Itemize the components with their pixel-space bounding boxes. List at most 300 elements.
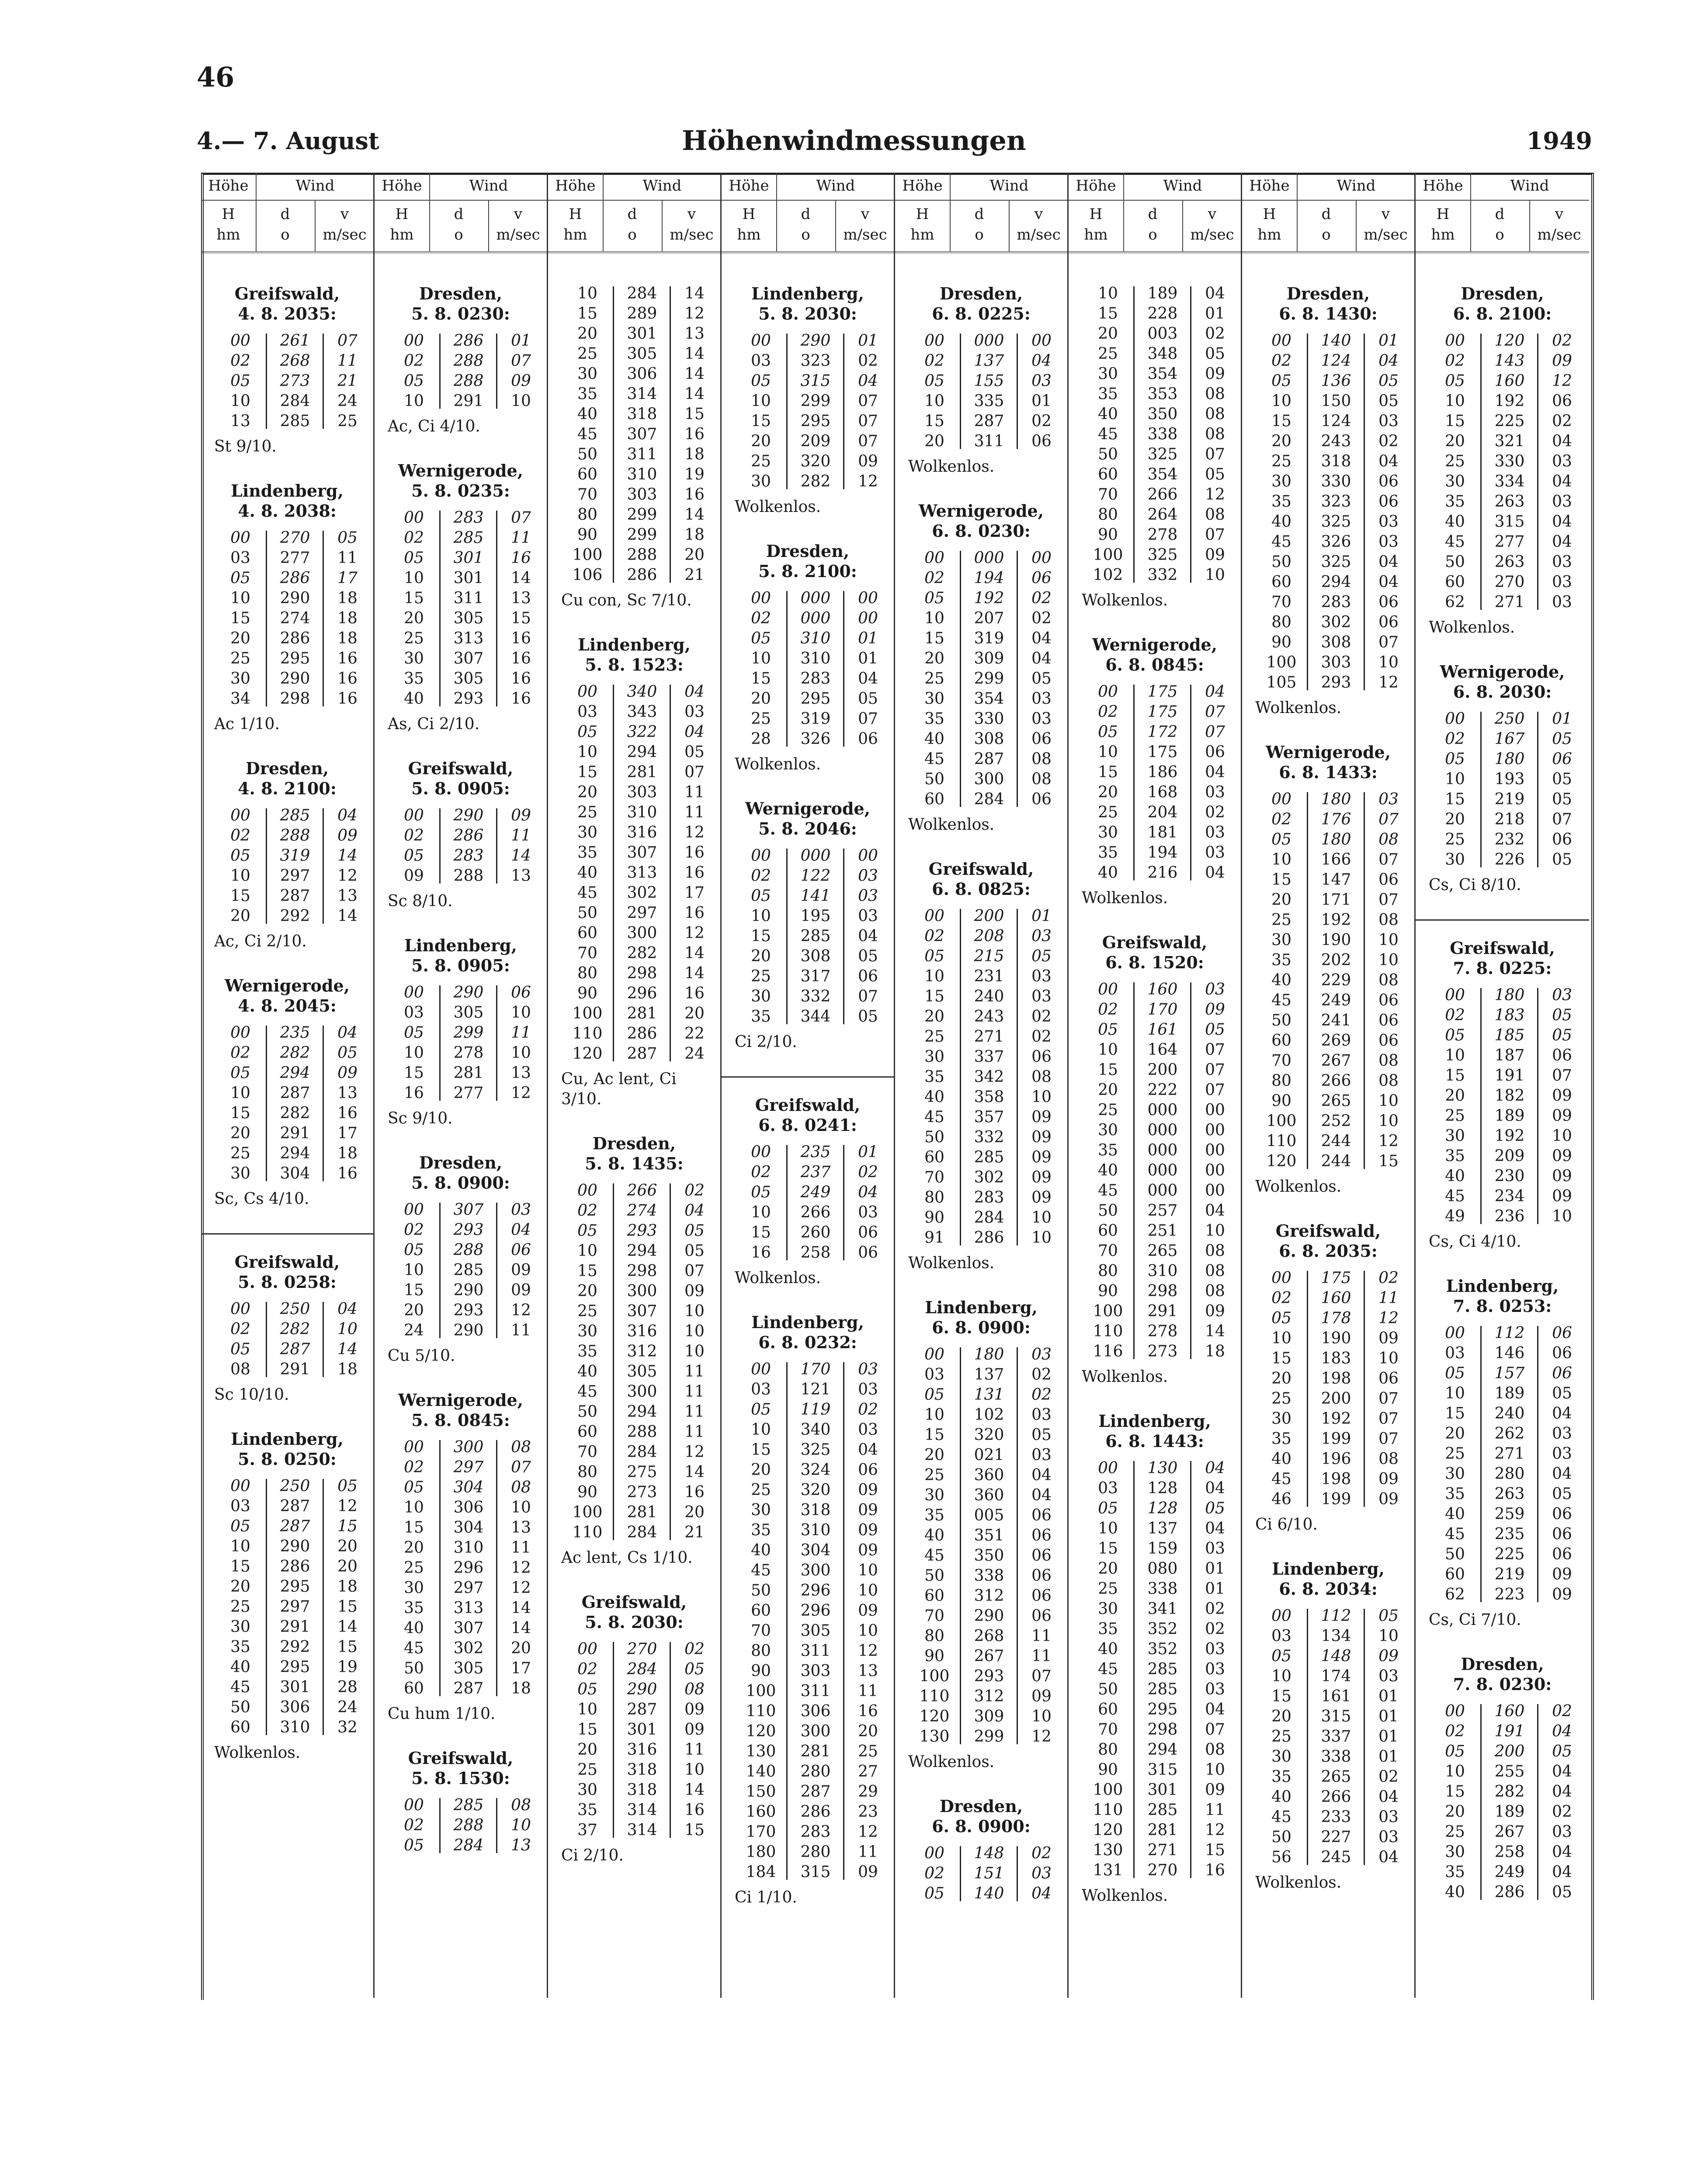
station-name: Greifswald, <box>1102 932 1208 952</box>
station-block <box>1246 284 1410 718</box>
speed-value: 04 <box>684 683 705 701</box>
table-row <box>379 548 542 568</box>
station-datetime: 7. 8. 0225: <box>1453 958 1552 978</box>
direction-value: 000 <box>1147 1182 1178 1200</box>
height-value: 30 <box>924 1486 944 1504</box>
measurement-rows <box>1420 985 1585 1227</box>
direction-value: 257 <box>1147 1202 1178 1220</box>
header-hoehe: Höhe <box>555 177 596 195</box>
speed-value: 06 <box>1031 432 1052 450</box>
table-row <box>1246 950 1410 970</box>
table-row <box>1073 1539 1236 1559</box>
direction-value: 303 <box>800 1662 831 1680</box>
table-row <box>1246 1011 1410 1031</box>
measurement-rows <box>379 1437 542 1699</box>
speed-value: 16 <box>511 670 531 688</box>
speed-value: 00 <box>858 609 878 627</box>
height-value: 45 <box>1098 1182 1118 1200</box>
speed-value: 08 <box>511 1438 531 1456</box>
speed-value: 04 <box>1031 352 1052 370</box>
table-row <box>1073 980 1236 1000</box>
header-row <box>1069 173 1241 201</box>
speed-value: 06 <box>1378 593 1399 611</box>
height-value: 15 <box>924 630 944 647</box>
speed-value: 13 <box>511 1064 531 1082</box>
table-row <box>552 1720 716 1740</box>
station-datetime: 6. 8. 1520: <box>1105 953 1204 972</box>
table-row <box>1073 1820 1236 1840</box>
direction-value: 266 <box>1321 1788 1351 1806</box>
direction-value: 285 <box>1147 1660 1178 1678</box>
speed-value: 14 <box>684 345 705 363</box>
table-row <box>1420 1364 1585 1384</box>
direction-value: 307 <box>453 1619 484 1637</box>
speed-value: 04 <box>1205 1479 1225 1497</box>
speed-value: 10 <box>1205 1761 1225 1779</box>
speed-value: 10 <box>1031 1229 1052 1247</box>
table-row <box>1073 1700 1236 1720</box>
speed-value: 09 <box>1031 1169 1052 1186</box>
height-value: 35 <box>404 1599 424 1617</box>
table-row <box>899 1707 1063 1727</box>
height-value: 40 <box>1445 1505 1465 1523</box>
speed-value: 05 <box>1552 1384 1572 1402</box>
direction-value: 308 <box>974 730 1004 748</box>
height-value: 25 <box>1271 1390 1291 1408</box>
height-value: 30 <box>230 670 250 688</box>
table-row <box>552 843 716 863</box>
speed-value: 14 <box>684 1463 705 1481</box>
sky-note: Ac, Ci 2/10. <box>214 932 307 950</box>
height-value: 00 <box>751 1360 771 1378</box>
station-datetime: 4. 8. 2038: <box>238 501 337 521</box>
direction-value: 198 <box>1321 1370 1351 1388</box>
speed-value: 15 <box>337 1517 358 1535</box>
table-row <box>379 1301 542 1321</box>
height-value: 30 <box>1098 1121 1118 1139</box>
header-d: d <box>801 205 811 223</box>
header-unit: m/sec <box>1364 226 1408 243</box>
speed-value: 10 <box>858 1622 878 1640</box>
speed-value: 17 <box>337 1124 358 1142</box>
height-value: 05 <box>751 372 771 390</box>
row-divider <box>266 1479 267 1735</box>
table-row <box>379 846 542 866</box>
table-row <box>899 548 1063 568</box>
table-row <box>1073 1060 1236 1080</box>
speed-value: 03 <box>1378 533 1399 551</box>
direction-value: 170 <box>1147 1001 1178 1019</box>
column-header <box>895 173 1067 253</box>
header-hoehe: Höhe <box>382 177 422 195</box>
direction-value: 287 <box>280 1497 310 1515</box>
height-value: 40 <box>1098 1162 1118 1179</box>
direction-value: 294 <box>280 1144 310 1162</box>
height-value: 25 <box>577 345 597 363</box>
table-row <box>899 1687 1063 1707</box>
row-divider <box>670 1642 671 1838</box>
station-name: Dresden, <box>939 284 1023 303</box>
height-value: 05 <box>924 589 944 607</box>
speed-value: 07 <box>1205 1061 1225 1079</box>
direction-value: 240 <box>1494 1405 1525 1423</box>
table-row <box>1246 1091 1410 1111</box>
table-row <box>726 1621 889 1641</box>
speed-value: 05 <box>858 690 878 708</box>
table-row <box>1246 970 1410 991</box>
table-row <box>552 1503 716 1523</box>
table-row <box>1420 472 1585 492</box>
speed-value: 08 <box>1205 425 1225 443</box>
station-datetime: 6. 8. 2030: <box>1453 682 1552 702</box>
height-value: 02 <box>404 1458 424 1476</box>
row-divider <box>439 985 441 1101</box>
direction-value: 332 <box>800 988 831 1005</box>
speed-value: 04 <box>858 670 878 688</box>
speed-value: 05 <box>1552 790 1572 808</box>
measurement-rows <box>552 1639 716 1840</box>
station-block <box>205 1429 369 1763</box>
direction-value: 287 <box>453 1680 484 1697</box>
direction-value: 199 <box>1321 1430 1351 1448</box>
station-datetime: 5. 8. 2046: <box>758 819 857 838</box>
station-name: Greifswald, <box>581 1592 687 1612</box>
direction-value: 316 <box>627 1741 657 1759</box>
station-block <box>1073 635 1236 908</box>
height-value: 50 <box>577 1403 597 1421</box>
height-value: 15 <box>1445 1405 1465 1423</box>
table-row <box>379 806 542 826</box>
column-header <box>375 173 547 253</box>
speed-value: 21 <box>684 1524 705 1541</box>
speed-value: 11 <box>337 549 358 567</box>
speed-value: 05 <box>684 1660 705 1678</box>
height-value: 02 <box>1098 703 1118 721</box>
height-value: 02 <box>1098 1001 1118 1019</box>
height-value: 15 <box>230 609 250 627</box>
header-row <box>1242 173 1414 201</box>
height-value: 15 <box>1445 412 1465 430</box>
height-value: 25 <box>751 967 771 985</box>
table-row <box>552 1523 716 1543</box>
direction-value: 274 <box>627 1202 657 1220</box>
height-value: 40 <box>1098 864 1118 882</box>
table-row <box>726 431 889 452</box>
speed-value: 01 <box>1552 710 1572 728</box>
height-value: 110 <box>1093 1801 1123 1819</box>
speed-value: 05 <box>684 1242 705 1260</box>
height-value: 05 <box>751 1401 771 1419</box>
height-value: 35 <box>577 844 597 862</box>
table-row <box>379 1043 542 1063</box>
speed-value: 10 <box>1031 1088 1052 1106</box>
table-row <box>726 1243 889 1263</box>
table-row <box>1420 1464 1585 1484</box>
direction-value: 301 <box>627 325 657 343</box>
station-name: Greifswald, <box>755 1095 861 1115</box>
speed-value: 20 <box>337 1558 358 1576</box>
height-value: 05 <box>230 847 250 865</box>
table-row <box>1420 985 1585 1005</box>
table-row <box>1420 1565 1585 1585</box>
height-value: 40 <box>1271 971 1291 989</box>
table-row <box>1420 709 1585 729</box>
header-unit: m/sec <box>1190 226 1234 243</box>
speed-value: 03 <box>858 887 878 905</box>
direction-value: 297 <box>627 904 657 922</box>
speed-value: 04 <box>1552 513 1572 531</box>
sky-note: Wolkenlos. <box>1082 1887 1168 1905</box>
table-row <box>726 1802 889 1822</box>
row-divider <box>786 334 788 489</box>
table-row <box>1420 1106 1585 1126</box>
direction-value: 175 <box>1321 1269 1351 1287</box>
direction-value: 290 <box>453 1281 484 1299</box>
speed-value: 09 <box>511 807 531 824</box>
header-d: d <box>1148 205 1158 223</box>
station-datetime: 6. 8. 1443: <box>1105 1431 1204 1451</box>
direction-value: 286 <box>800 1803 831 1821</box>
speed-value: 09 <box>1205 365 1225 383</box>
table-row <box>1073 1040 1236 1060</box>
height-value: 40 <box>924 1527 944 1544</box>
direction-value: 352 <box>1147 1620 1178 1638</box>
height-value: 02 <box>230 1044 250 1062</box>
table-row <box>1073 485 1236 505</box>
speed-value: 05 <box>1031 947 1052 965</box>
table-row <box>1420 532 1585 552</box>
direction-value: 216 <box>1147 864 1178 882</box>
direction-value: 286 <box>974 1229 1004 1247</box>
height-value: 70 <box>751 1622 771 1640</box>
height-value: 35 <box>1098 1141 1118 1159</box>
direction-value: 122 <box>800 867 831 885</box>
table-row <box>899 790 1063 810</box>
header-v: v <box>1555 205 1564 223</box>
height-value: 35 <box>1445 1147 1465 1165</box>
height-value: 02 <box>1271 1289 1291 1307</box>
measurement-rows <box>1073 682 1236 883</box>
speed-value: 10 <box>1378 1350 1399 1367</box>
speed-value: 09 <box>337 1064 358 1082</box>
direction-value: 286 <box>627 566 657 584</box>
header-hoehe: Höhe <box>208 177 249 195</box>
table-row <box>205 1339 369 1360</box>
station-datetime: 7. 8. 0253: <box>1453 1296 1552 1316</box>
speed-value: 00 <box>1205 1162 1225 1179</box>
table-row <box>205 371 369 391</box>
direction-value: 288 <box>453 1816 484 1834</box>
height-value: 40 <box>1098 405 1118 423</box>
height-value: 90 <box>1098 1282 1118 1300</box>
row-divider <box>1017 1846 1018 1901</box>
table-row <box>205 1023 369 1043</box>
direction-value: 281 <box>1147 1821 1178 1839</box>
table-row <box>1246 810 1410 830</box>
table-row <box>552 1680 716 1700</box>
direction-value: 287 <box>800 1783 831 1801</box>
table-row <box>205 826 369 846</box>
height-value: 80 <box>1098 1262 1118 1280</box>
row-divider <box>1017 334 1018 449</box>
table-row <box>1246 910 1410 930</box>
table-row <box>899 1087 1063 1107</box>
row-divider <box>960 334 961 449</box>
direction-value: 231 <box>974 967 1004 985</box>
direction-value: 232 <box>1494 831 1525 849</box>
speed-value: 00 <box>1205 1141 1225 1159</box>
table-row <box>552 1181 716 1201</box>
measurement-rows <box>1246 331 1410 693</box>
row-divider <box>1017 1347 1018 1744</box>
height-value: 02 <box>1445 730 1465 748</box>
row-divider <box>613 1642 614 1838</box>
speed-value: 12 <box>1552 372 1572 390</box>
height-value: 35 <box>404 670 424 688</box>
height-value: 20 <box>577 1741 597 1759</box>
speed-value: 12 <box>511 1559 531 1577</box>
table-row <box>552 445 716 465</box>
speed-value: 04 <box>1552 1863 1572 1881</box>
direction-value: 315 <box>800 372 831 390</box>
height-value: 110 <box>1266 1132 1297 1150</box>
table-row <box>726 1162 889 1183</box>
height-value: 20 <box>1098 783 1118 801</box>
direction-value: 295 <box>280 650 310 668</box>
station-block <box>205 976 369 1209</box>
direction-value: 180 <box>974 1346 1004 1364</box>
height-value: 35 <box>924 1506 944 1524</box>
row-divider <box>1133 1461 1135 1878</box>
speed-value: 05 <box>1205 466 1225 484</box>
column-body <box>895 253 1067 1904</box>
direction-value: 295 <box>800 690 831 708</box>
direction-value: 284 <box>974 1209 1004 1227</box>
header-d: d <box>974 205 984 223</box>
table-row <box>726 906 889 926</box>
height-value: 00 <box>1271 1607 1291 1625</box>
station-block <box>379 1153 542 1366</box>
speed-value: 09 <box>858 1521 878 1539</box>
speed-value: 02 <box>1031 589 1052 607</box>
speed-value: 11 <box>511 529 531 547</box>
height-value: 70 <box>577 486 597 504</box>
station-column <box>548 173 722 1998</box>
speed-value: 05 <box>858 947 878 965</box>
header-v: v <box>1034 205 1043 223</box>
direction-value: 348 <box>1147 345 1178 363</box>
height-value: 25 <box>1271 1728 1291 1746</box>
column-body <box>1069 253 1241 1906</box>
direction-value: 187 <box>1494 1047 1525 1064</box>
station-block <box>1420 1276 1585 1630</box>
direction-value: 186 <box>1147 763 1178 781</box>
table-row <box>1420 830 1585 850</box>
speed-value: 16 <box>858 1702 878 1720</box>
direction-value: 159 <box>1147 1540 1178 1558</box>
row-divider <box>1307 1609 1308 1865</box>
table-row <box>899 669 1063 689</box>
sky-note: Wolkenlos. <box>1082 591 1168 609</box>
speed-value: 10 <box>684 1343 705 1360</box>
direction-value: 102 <box>974 1406 1004 1424</box>
table-row <box>379 1457 542 1478</box>
direction-value: 189 <box>1494 1384 1525 1402</box>
height-value: 15 <box>404 1281 424 1299</box>
height-value: 00 <box>924 549 944 567</box>
speed-value: 16 <box>684 984 705 1002</box>
height-value: 100 <box>746 1682 776 1700</box>
speed-value: 07 <box>1552 1067 1572 1085</box>
speed-value: 05 <box>1552 770 1572 788</box>
measurement-rows <box>379 806 542 886</box>
table-row <box>726 609 889 629</box>
table-row <box>899 729 1063 749</box>
table-row <box>726 866 889 886</box>
height-value: 62 <box>1445 593 1465 611</box>
table-row <box>205 649 369 669</box>
table-row <box>1420 810 1585 830</box>
speed-value: 09 <box>1031 1687 1052 1705</box>
station-datetime: 4. 8. 2035: <box>238 304 337 323</box>
table-row <box>1246 1071 1410 1091</box>
direction-value: 297 <box>280 1598 310 1616</box>
speed-value: 01 <box>858 332 878 350</box>
direction-value: 285 <box>1147 1801 1178 1819</box>
table-row <box>1073 1619 1236 1639</box>
table-row <box>552 722 716 742</box>
row-divider <box>439 334 441 409</box>
direction-value: 296 <box>800 1602 831 1620</box>
height-value: 80 <box>924 1189 944 1207</box>
speed-value: 07 <box>858 412 878 430</box>
row-divider <box>1480 334 1482 610</box>
height-value: 110 <box>572 1025 603 1043</box>
height-value: 45 <box>924 750 944 768</box>
direction-value: 021 <box>974 1446 1004 1464</box>
speed-value: 03 <box>1378 1828 1399 1846</box>
speed-value: 09 <box>1552 1565 1572 1583</box>
speed-value: 09 <box>511 372 531 390</box>
height-value: 120 <box>1266 1152 1297 1170</box>
height-value: 45 <box>1445 1187 1465 1205</box>
table-row <box>552 545 716 565</box>
table-row <box>552 1044 716 1064</box>
table-row <box>205 806 369 826</box>
direction-value: 000 <box>1147 1121 1178 1139</box>
table-row <box>379 351 542 371</box>
table-row <box>379 1240 542 1260</box>
speed-value: 32 <box>337 1718 358 1736</box>
station-name: Lindenberg, <box>1272 1559 1385 1579</box>
table-row <box>726 1782 889 1802</box>
row-divider <box>613 286 614 583</box>
height-value: 30 <box>924 1048 944 1066</box>
direction-value: 236 <box>1494 1207 1525 1225</box>
direction-value: 080 <box>1147 1560 1178 1578</box>
direction-value: 338 <box>1147 1580 1178 1598</box>
height-value: 00 <box>1098 683 1118 701</box>
speed-value: 06 <box>858 1224 878 1242</box>
height-value: 10 <box>230 1537 250 1555</box>
speed-value: 18 <box>337 630 358 647</box>
speed-value: 07 <box>1378 1410 1399 1428</box>
speed-value: 03 <box>684 703 705 721</box>
speed-value: 04 <box>684 1202 705 1220</box>
speed-value: 04 <box>858 1183 878 1201</box>
station-block <box>379 1390 542 1724</box>
table-row <box>899 1546 1063 1566</box>
